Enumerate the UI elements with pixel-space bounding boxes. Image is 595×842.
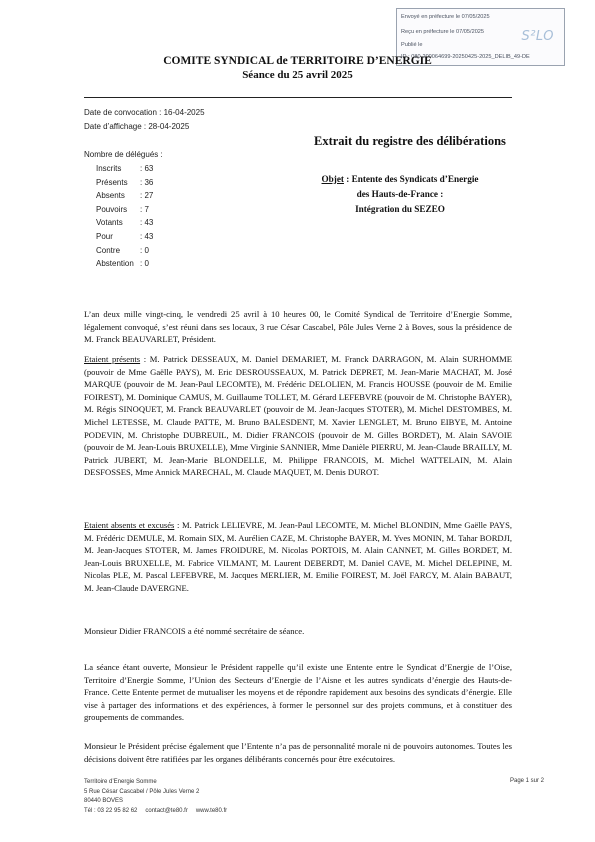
delegates-label: Abstention xyxy=(96,259,134,269)
opening-paragraph: L’an deux mille vingt-cinq, le vendredi 25 avril à 10 heures 00, le Comité Syndical de Territoire d’Energie Somme, légalement convoqué, s’est réuni dans ses locaux, 3 rue César Cascabel, Pôle Jules Verne 2 à Boves, sous la présidence de M. Franck BEAUVARLET, Président. xyxy=(84,309,512,345)
convocation-date: Date de convocation : 16-04-2025 xyxy=(84,108,205,117)
delegates-row xyxy=(96,257,153,271)
footer-contact xyxy=(84,807,227,817)
subject-line-1 xyxy=(300,172,500,187)
s2lo-logo: S²LO xyxy=(521,29,554,44)
delegates-label: Absents xyxy=(96,191,125,201)
delegates-row xyxy=(96,203,153,217)
stamp-published: Publié le xyxy=(401,42,423,48)
delegates-value: : 43 xyxy=(140,218,154,228)
footer-address xyxy=(84,778,227,816)
subject-label: Objet xyxy=(321,174,344,184)
secretary-paragraph: Monsieur Didier FRANCOIS a été nommé secrétaire de séance. xyxy=(84,626,305,636)
footer-phone: Tél : 03 22 95 82 62 xyxy=(84,807,138,814)
delegates-heading: Nombre de délégués : xyxy=(84,150,163,159)
subject-line-3: Intégration du SEZEO xyxy=(355,204,445,214)
delegates-row xyxy=(96,176,153,190)
delegates-label: Inscrits xyxy=(96,164,122,173)
delegates-label: Contre xyxy=(96,245,121,255)
delegates-label: Pour xyxy=(96,231,113,241)
absent-list: : M. Patrick LELIEVRE, M. Jean-Paul LECOMTE, M. Michel BLONDIN, Mme Gaëlle PAYS, M. Frédéric DEMULE, M. Romain SIX, M. Aurélien CAZE, M. Christophe BAYER, M. Yves MONIN, M. Tahar BORDJI, M. Jean-Jacques STOTER, M. James FROIDURE, M. Nicolas PORTOIS, M. Alain CANNET, M. Gilles BORDET, M. Jean-Louis BRUXELLE, M. Fabrice VILMANT, M. Laurent DEBERDT, M. Daniel CAVE, M. Michel DELEPINE, M. Nicolas PLE, M. Pascal LEFEBVRE, M. Jacques MERLIER, M. Emilie FOIREST, M. Joël FARCY, M. Alain BABAUT, M. Jean-Claude DAVERGNE. xyxy=(84,520,512,593)
entente-precision-paragraph: Monsieur le Président précise également que l’Entente n’a pas de personnalité morale ni de pouvoirs autonomes. Toutes les décisions doivent être ratifiées par les organes délibérants concernés pour être exécutoires. xyxy=(84,741,512,764)
delegates-row xyxy=(96,230,153,244)
stamp-sent: Envoyé en préfecture le 07/05/2025 xyxy=(401,14,490,20)
delegates-value: : 36 xyxy=(140,177,154,187)
delegates-label: Votants xyxy=(96,218,123,228)
session-date: Séance du 25 avril 2025 xyxy=(242,69,353,81)
header-divider xyxy=(84,97,512,98)
page-number: Page 1 sur 2 xyxy=(510,778,545,784)
present-members xyxy=(84,353,512,479)
delegates-row xyxy=(96,189,153,203)
absent-members xyxy=(84,519,512,595)
present-list: : M. Patrick DESSEAUX, M. Daniel DEMARIET, M. Franck DARRAGON, M. Alain SURHOMME (pouvoir de Mme Gaëlle PAYS), M. Eric DESROUSSEAUX, M. Patrick DEPRET, M. Jean-Marie MACHAT, M. José MARQUE (pouvoir de M. Jean-Paul LECOMTE), M. Frédéric DELOLIEN, M. Francis HOUSSE (pouvoir de M. Emilie FOIREST), M. Dominique CAMUS, M. Guillaume TOLLET, M. Gérard LEFEBVRE (pouvoir de M. Christophe BAYER), M. Régis SINOQUET, M. Franck BEAUVARLET (pouvoir de M. Jean-Jacques STOTER), M. Michel DESTOMBES, M. Michel LETESSE, M. Claude PATTE, M. Bruno BALESDENT, M. Xavier LENGLET, M. Bruno EIBYE, M. Antoine PODEVIN, M. Christophe DUBREUIL, M. Didier FRANCOIS (pouvoir de M. Gilles BORDET), M. Alain SAVOIE (pouvoir de M. Jean-Louis BRUXELLE), Mme Virginie SANNIER, Mme Danièle PIERRU, M. Jean-Claude BRAILLY, M. Patrick JUBERT, M. Jean-Marie BLONDELLE, M. Philippe FRANCOIS, M. Michel WATTELAIN, M. Alain DESFOSSES, Mme Annick MARECHAL, M. Claude MAQUET, M. Denis DUROT. xyxy=(84,354,512,478)
subject-text: : Entente des Syndicats d’Energie xyxy=(343,174,479,184)
delegates-value: : 0 xyxy=(140,259,149,269)
delegates-label: Présents xyxy=(96,177,128,187)
footer-website[interactable]: www.te80.fr xyxy=(195,807,228,814)
delegates-row xyxy=(96,162,153,176)
affichage-date: Date d’affichage : 28-04-2025 xyxy=(84,122,190,131)
present-label: Etaient présents xyxy=(84,354,141,364)
footer-city: 80440 BOVES xyxy=(84,798,124,804)
subject-line-2: des Hauts-de-France : xyxy=(356,189,444,199)
delegates-row xyxy=(96,216,153,230)
stamp-id: ID : 080-200064699-20250425-2025_DELIB_49-DE xyxy=(401,54,530,60)
footer-street: 5 Rue César Cascabel / Pôle Jules Verne 2 xyxy=(84,788,200,795)
delegates-row xyxy=(96,244,153,258)
footer-org: Territoire d’Energie Somme xyxy=(84,779,157,785)
delegates-value: : 27 xyxy=(140,191,154,201)
delegates-value: : 7 xyxy=(140,204,149,214)
delegates-value: : 63 xyxy=(140,164,154,173)
entente-paragraph: La séance étant ouverte, Monsieur le Président rappelle qu’il existe une Entente entre le Syndicat d’Energie de l’Oise, Territoire d’Energie Somme, l’Union des Secteurs d’Energie de l’Aisne et les autres syndicats d’énergie des Hauts-de-France. Cette Entente permet de mutualiser les moyens et de répondre rapidement aux besoins des syndicats d’énergie. Elle vise à partager des informations et des expériences, à former le personnel sur des projets communs, et à constituer des groupements de commandes. xyxy=(84,662,512,723)
delegates-value: : 0 xyxy=(140,245,149,255)
deliberation-subject xyxy=(300,172,500,217)
register-extract-title: Extrait du registre des délibérations xyxy=(314,134,506,148)
absent-label: Etaient absents et excusés xyxy=(84,520,175,530)
delegates-label: Pouvoirs xyxy=(96,204,128,214)
delegates-table xyxy=(96,162,153,271)
footer-email[interactable]: contact@te80.fr xyxy=(145,807,188,814)
delegates-value: : 43 xyxy=(140,231,154,241)
document-title: COMITE SYNDICAL de TERRITOIRE D’ENERGIE xyxy=(163,55,432,67)
stamp-received: Reçu en préfecture le 07/05/2025 xyxy=(401,29,485,35)
